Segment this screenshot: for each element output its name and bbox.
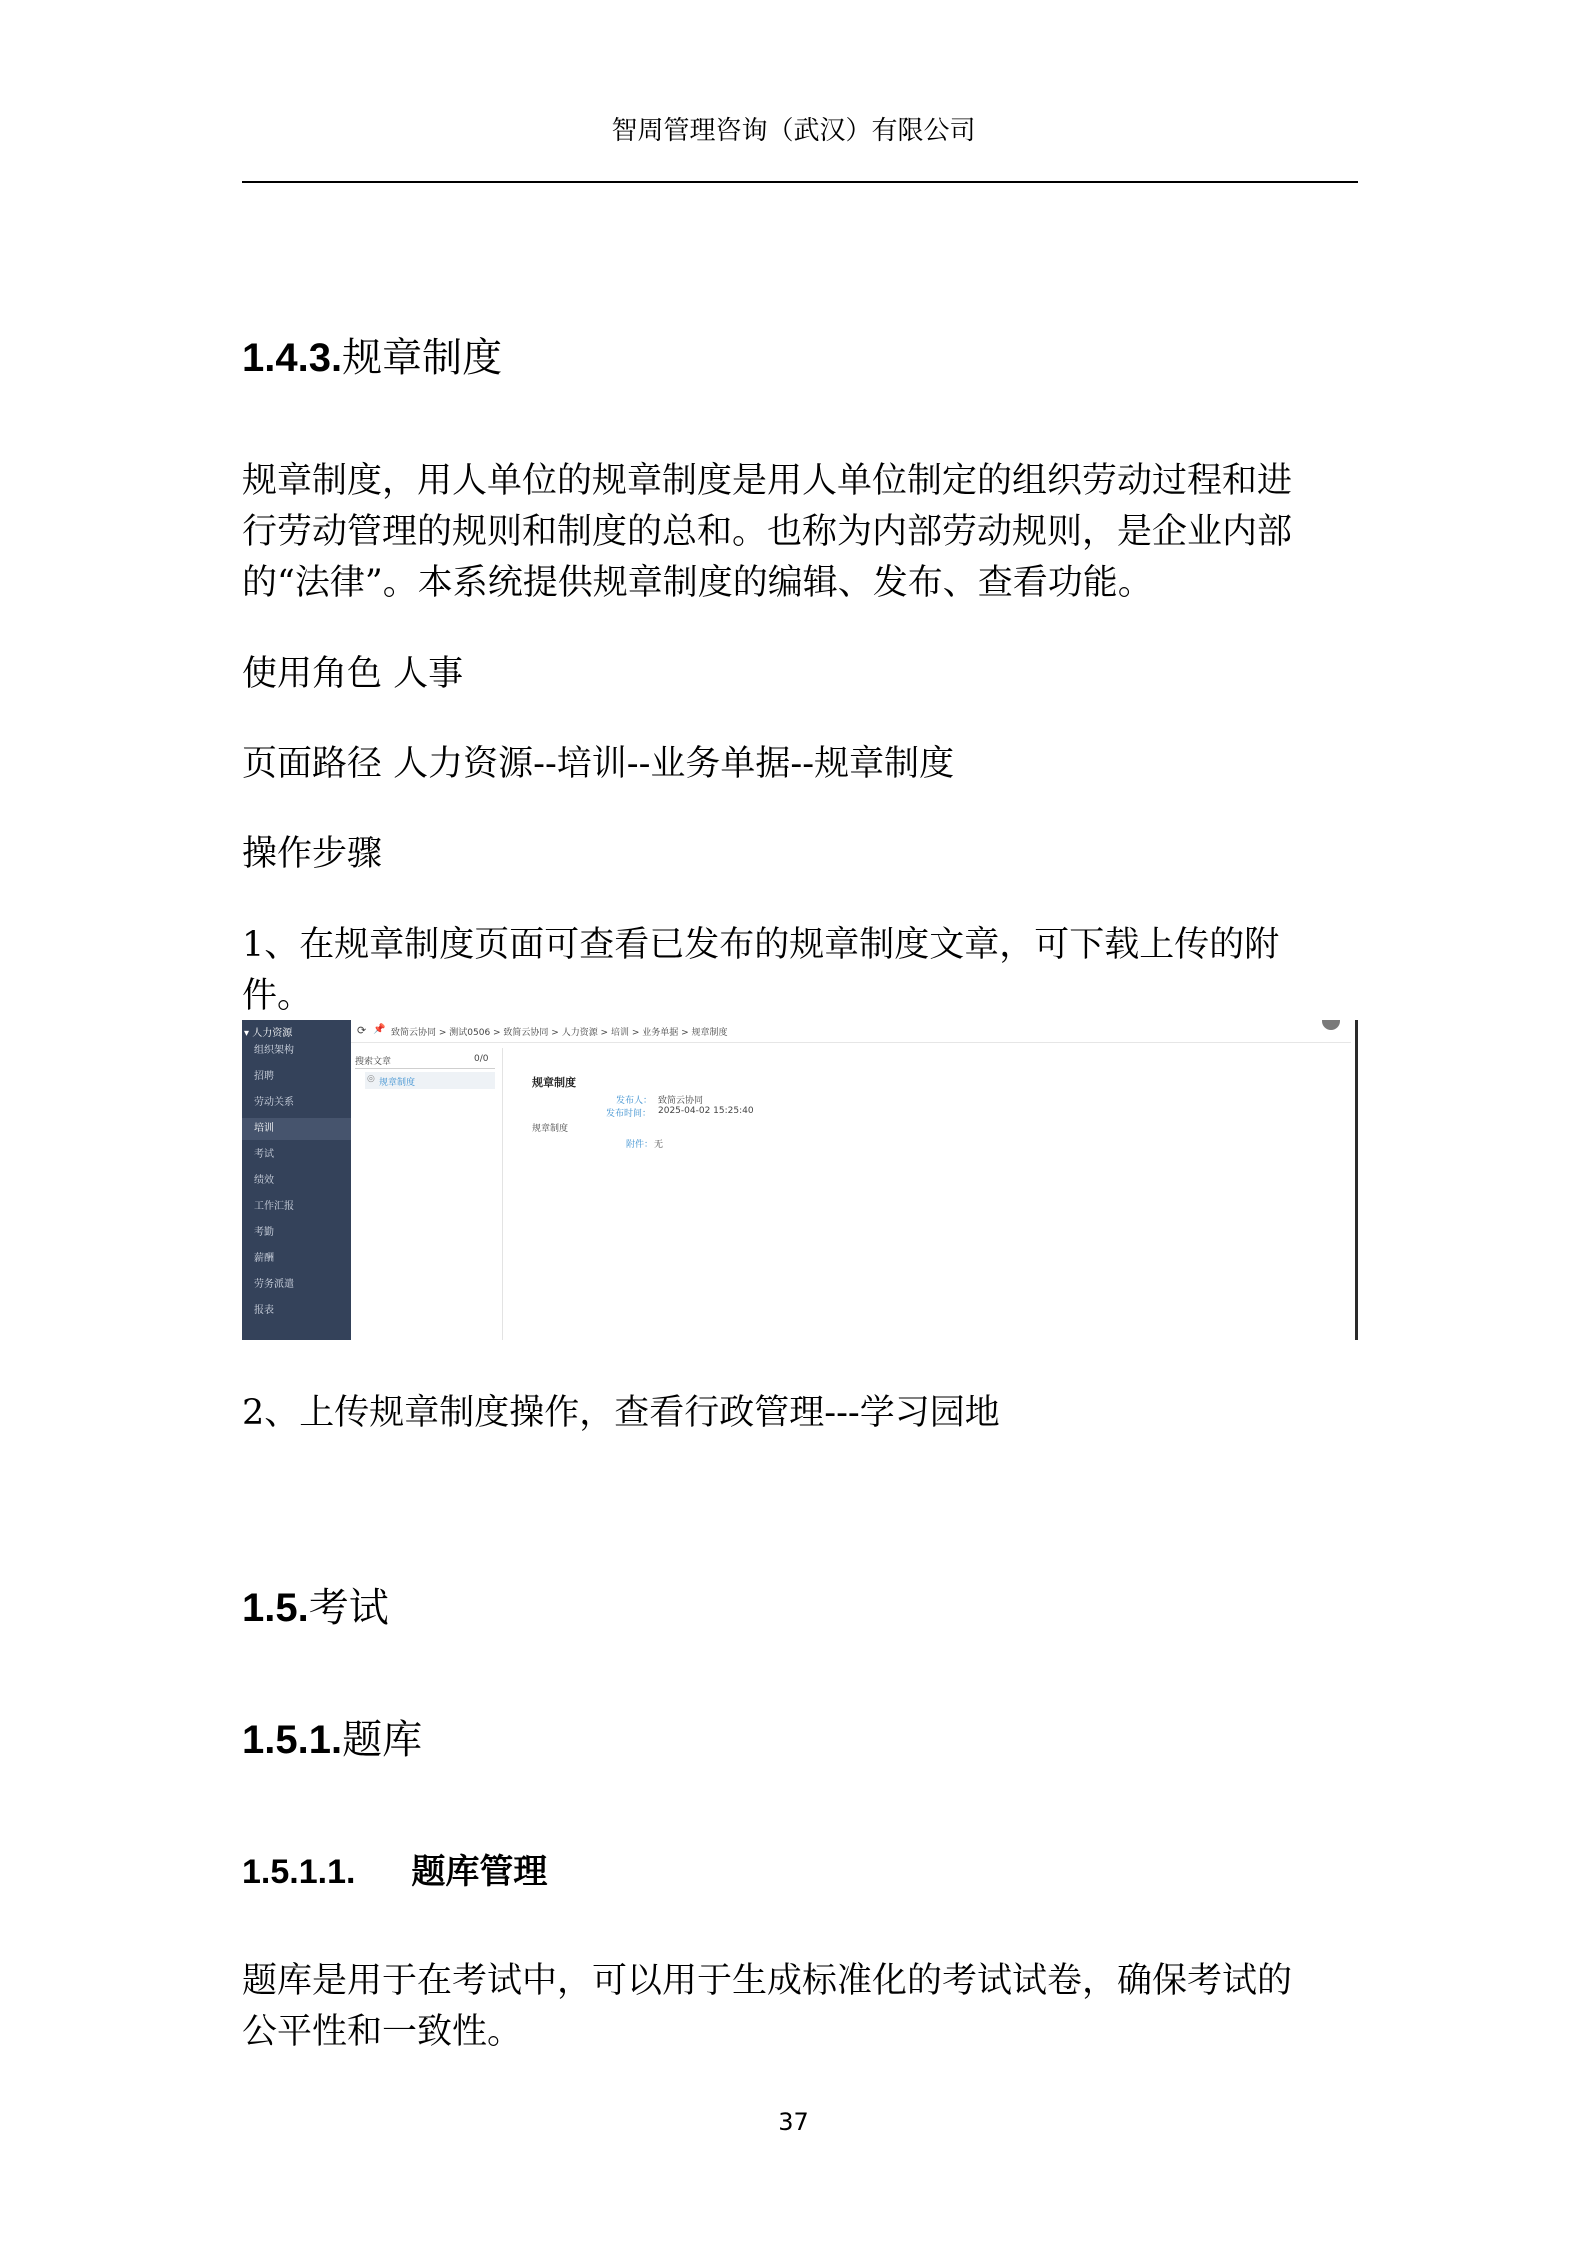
attachment-label[interactable]: 附件：: [626, 1140, 654, 1150]
sidebar-item[interactable]: 绩效: [254, 1175, 274, 1186]
section-title: 题库管理: [411, 1853, 548, 1891]
intro-line: 的“法律”。本系统提供规章制度的编辑、发布、查看功能。: [242, 563, 1153, 603]
section-heading-1-5-1: [242, 1708, 422, 1765]
step1-paragraph: [242, 920, 1358, 1022]
body-line: 公平性和一致性。: [242, 2012, 523, 2052]
list-item[interactable]: [365, 1072, 495, 1089]
embedded-screenshot: [242, 1020, 1358, 1340]
attachment-value: 无: [654, 1140, 664, 1150]
section-heading-1-4-3: [242, 326, 502, 383]
article-title: 规章制度: [532, 1076, 576, 1089]
sidebar-item[interactable]: 劳动关系: [254, 1097, 294, 1108]
article-body: 规章制度: [532, 1124, 569, 1134]
path-line: 页面路径 人力资源--培训--业务单据--规章制度: [242, 744, 955, 784]
section-title: 题库: [342, 1717, 423, 1763]
search-count: 0/0: [474, 1054, 489, 1064]
sidebar-header: ▾ 人力资源: [244, 1028, 293, 1039]
section-heading-1-5: [242, 1576, 389, 1633]
step2-line: 2、上传规章制度操作，查看行政管理---学习园地: [242, 1393, 1000, 1433]
time-label: 发布时间：: [606, 1109, 652, 1119]
role-line: 使用角色 人事: [242, 654, 464, 694]
section-title: 规章制度: [342, 335, 503, 381]
intro-paragraph: [242, 456, 1358, 609]
sidebar-item[interactable]: 薪酬: [254, 1253, 274, 1264]
section-number: 1.4.3.: [242, 336, 343, 380]
search-label[interactable]: 搜索文章: [355, 1057, 392, 1067]
refresh-icon[interactable]: ⟳: [357, 1024, 367, 1037]
page-header: 智周管理咨询（武汉）有限公司: [611, 116, 976, 146]
sidebar-item[interactable]: 招聘: [254, 1071, 274, 1082]
section-title: 考试: [308, 1585, 389, 1631]
section-number: 1.5.1.1.: [242, 1853, 356, 1891]
step1-line: 1、在规章制度页面可查看已发布的规章制度文章，可下载上传的附: [242, 925, 1280, 965]
sidebar-item[interactable]: 考试: [254, 1149, 274, 1160]
step1-line: 件。: [242, 976, 313, 1016]
intro-line: 行劳动管理的规则和制度的总和。也称为内部劳动规则，是企业内部: [242, 512, 1293, 552]
sidebar-item[interactable]: 组织架构: [254, 1045, 294, 1056]
section-number: 1.5.1.: [242, 1718, 343, 1762]
book-icon: ◎: [367, 1074, 375, 1084]
list-item-label: 规章制度: [379, 1078, 416, 1088]
screenshot-sidebar: [242, 1020, 351, 1340]
article-list-panel: [351, 1048, 503, 1340]
page-number: 37: [778, 2108, 809, 2136]
header-rule: [242, 181, 1358, 183]
section-heading-1-5-1-1: [242, 1844, 547, 1893]
section-number: 1.5.: [242, 1586, 309, 1630]
steps-label: 操作步骤: [242, 834, 383, 874]
pin-icon[interactable]: 📌: [373, 1024, 386, 1035]
sidebar-item-active[interactable]: 培训: [242, 1118, 351, 1140]
question-bank-paragraph: [242, 1956, 1358, 2058]
window-edge: [1355, 1020, 1358, 1340]
publisher-label: 发布人：: [616, 1096, 653, 1106]
search-underline: [355, 1068, 495, 1069]
breadcrumb-bar: [351, 1020, 1351, 1043]
sidebar-item[interactable]: 报表: [254, 1305, 274, 1316]
intro-line: 规章制度，用人单位的规章制度是用人单位制定的组织劳动过程和进: [242, 461, 1293, 501]
sidebar-item[interactable]: 考勤: [254, 1227, 274, 1238]
sidebar-item[interactable]: 工作汇报: [254, 1201, 294, 1212]
sidebar-item[interactable]: 劳务派遣: [254, 1279, 294, 1290]
breadcrumb: 致简云协同 > 测试0506 > 致简云协同 > 人力资源 > 培训 > 业务单据 > 规章制度: [391, 1028, 728, 1038]
time-value: 2025-04-02 15:25:40: [658, 1106, 754, 1116]
publisher-value: 致简云协同: [658, 1096, 704, 1106]
body-line: 题库是用于在考试中，可以用于生成标准化的考试试卷，确保考试的: [242, 1961, 1293, 2001]
